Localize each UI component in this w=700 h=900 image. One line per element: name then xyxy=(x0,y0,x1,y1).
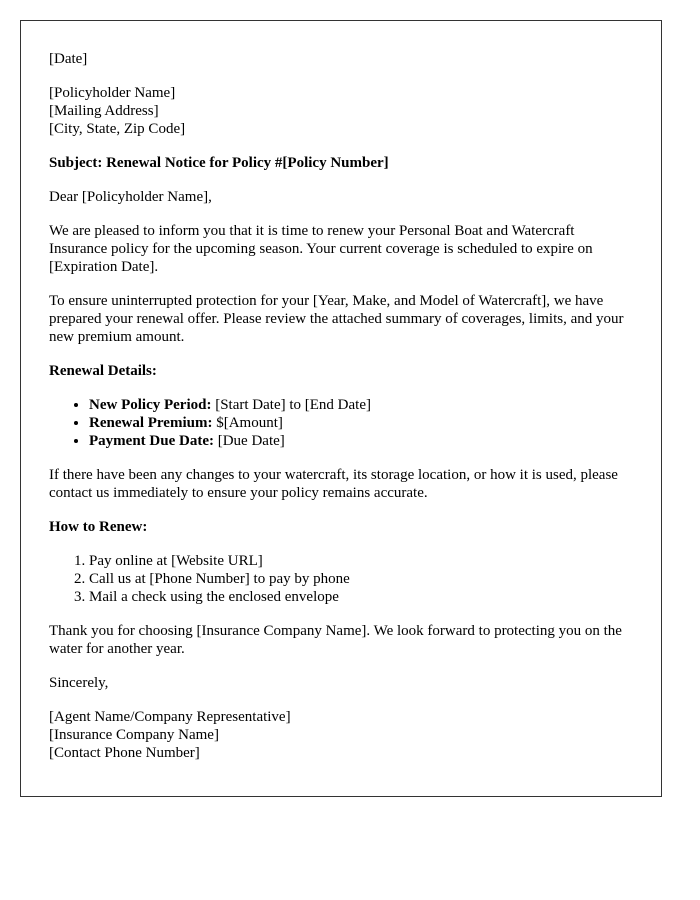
detail-value: $[Amount] xyxy=(212,415,283,431)
signature-company: [Insurance Company Name] xyxy=(49,727,219,743)
detail-value: [Start Date] to [End Date] xyxy=(211,397,371,413)
detail-label: Renewal Premium: xyxy=(89,415,213,431)
recipient-address: [Mailing Address] xyxy=(49,103,159,119)
detail-label: New Policy Period: xyxy=(89,397,212,413)
letter-date: [Date] xyxy=(49,51,88,67)
signature-block xyxy=(49,708,633,762)
how-to-renew-heading: How to Renew: xyxy=(49,519,148,535)
detail-value: [Due Date] xyxy=(213,433,285,449)
signature-phone: [Contact Phone Number] xyxy=(49,745,200,761)
list-item: 2. Call us at [Phone Number] to pay by phone xyxy=(89,570,633,588)
protection-paragraph: To ensure uninterrupted protection for your [Year, Make, and Model of Watercraft], we have prepared your renewal offer. Please review the attached summary of coverages, limits, and your new premium amount. xyxy=(49,293,624,345)
recipient-name: [Policyholder Name] xyxy=(49,85,176,101)
intro-paragraph: We are pleased to inform you that it is time to renew your Personal Boat and Watercraft Insurance policy for the upcoming season. Your current coverage is scheduled to expire on [Expiration Date]. xyxy=(49,223,593,275)
renewal-details-heading: Renewal Details: xyxy=(49,363,157,379)
closing: Sincerely, xyxy=(49,675,109,691)
letter-subject: Subject: Renewal Notice for Policy #[Policy Number] xyxy=(49,155,389,171)
list-item xyxy=(89,414,633,432)
list-item xyxy=(89,432,633,450)
recipient-city-state-zip: [City, State, Zip Code] xyxy=(49,121,186,137)
list-item: 3. Mail a check using the enclosed envelope xyxy=(89,588,633,606)
list-item: 1. Pay online at [Website URL] xyxy=(89,552,633,570)
recipient-block xyxy=(49,84,633,138)
list-item xyxy=(89,396,633,414)
letter-document xyxy=(20,20,662,797)
renewal-steps-list xyxy=(49,552,633,606)
salutation: Dear [Policyholder Name], xyxy=(49,189,212,205)
detail-label: Payment Due Date: xyxy=(89,433,214,449)
thank-you-paragraph: Thank you for choosing [Insurance Company Name]. We look forward to protecting you on the water for another year. xyxy=(49,623,622,657)
changes-paragraph: If there have been any changes to your watercraft, its storage location, or how it is used, please contact us immediately to ensure your policy remains accurate. xyxy=(49,467,618,501)
signature-agent: [Agent Name/Company Representative] xyxy=(49,709,291,725)
renewal-details-list xyxy=(49,396,633,450)
